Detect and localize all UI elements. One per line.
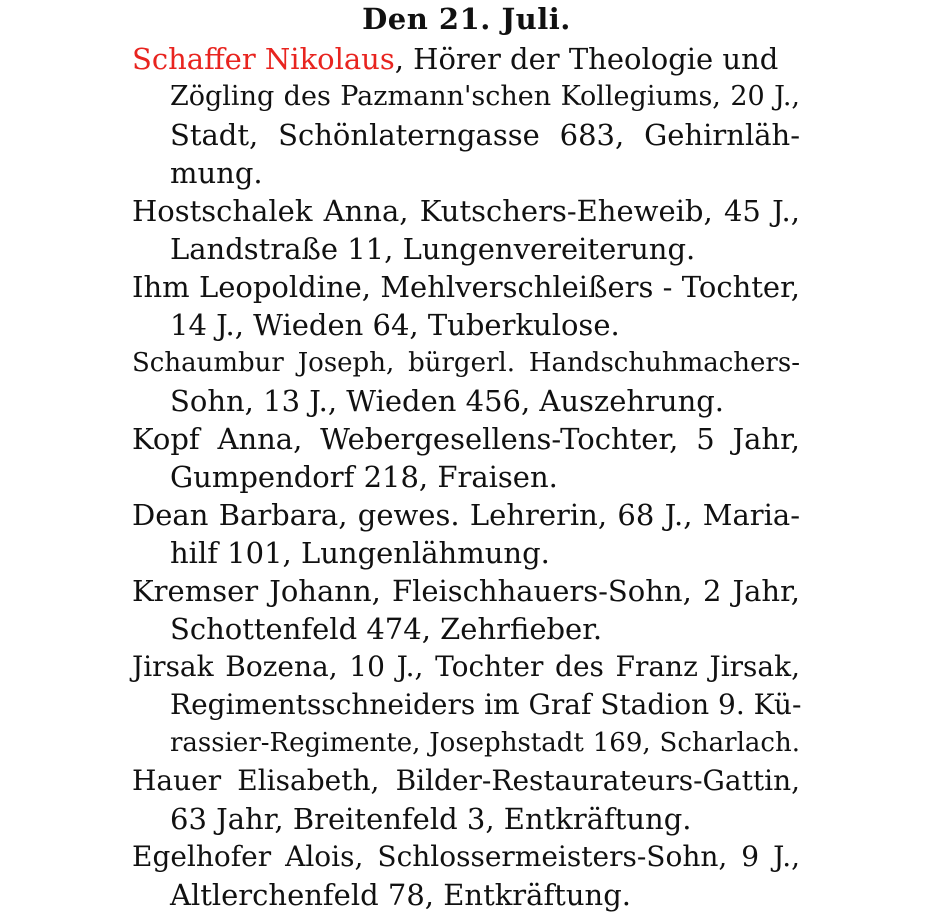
entry-line: rassier-Regimente, Josephstadt 169, Scharlach. xyxy=(170,728,800,758)
register-entry xyxy=(132,40,800,192)
register-entry xyxy=(132,344,800,420)
death-register-list xyxy=(132,40,800,914)
entry-line: Egelhofer Alois, Schlossermeisters-Sohn, 9 J., xyxy=(132,840,800,873)
entry-line: Stadt, Schönlaterngasse 683, Gehirnläh- xyxy=(170,118,800,152)
entry-line: Landstraße 11, Lungenvereiterung. xyxy=(170,232,696,266)
register-entry xyxy=(132,572,800,648)
entry-text: , Hörer der Theologie und xyxy=(394,42,779,76)
register-entry xyxy=(132,420,800,496)
entry-line: Altlerchenfeld 78, Entkräftung. xyxy=(170,878,631,912)
entry-line: Dean Barbara, gewes. Lehrerin, 68 J., Maria- xyxy=(132,498,800,532)
entry-line: mung. xyxy=(170,156,263,190)
entry-line: Hauer Elisabeth, Bilder-Restaurateurs-Gattin, xyxy=(132,764,800,797)
entry-line: 63 Jahr, Breitenfeld 3, Entkräftung. xyxy=(170,802,692,836)
register-entry xyxy=(132,496,800,572)
register-entry xyxy=(132,648,800,762)
highlighted-name: Schaffer Nikolaus xyxy=(132,42,395,76)
entry-line: hilf 101, Lungenlähmung. xyxy=(170,536,550,570)
entry-line: Gumpendorf 218, Fraisen. xyxy=(170,460,558,494)
register-entry xyxy=(132,268,800,344)
entry-line: Regimentsschneiders im Graf Stadion 9. Kü- xyxy=(170,688,802,721)
entry-line: Zögling des Pazmann'schen Kollegiums, 20 J., xyxy=(170,81,800,112)
register-entry xyxy=(132,838,800,914)
entry-line: Jirsak Bozena, 10 J., Tochter des Franz Jirsak, xyxy=(132,650,800,683)
date-heading: Den 21. Juli. xyxy=(362,2,571,36)
entry-line: Hostschalek Anna, Kutschers-Eheweib, 45 J., xyxy=(132,194,800,228)
entry-line: Kopf Anna, Webergesellens-Tochter, 5 Jahr, xyxy=(132,422,800,456)
entry-line: Schaumbur Joseph, bürgerl. Handschuhmachers- xyxy=(132,348,800,378)
register-entry xyxy=(132,192,800,268)
entry-line: Schottenfeld 474, Zehrfieber. xyxy=(170,612,603,646)
entry-line: 14 J., Wieden 64, Tuberkulose. xyxy=(170,308,620,342)
entry-line: Ihm Leopoldine, Mehlverschleißers - Tochter, xyxy=(132,270,800,304)
entry-line: Sohn, 13 J., Wieden 456, Auszehrung. xyxy=(170,384,725,418)
register-entry xyxy=(132,762,800,838)
entry-line: Kremser Johann, Fleischhauers-Sohn, 2 Jahr, xyxy=(132,574,800,608)
